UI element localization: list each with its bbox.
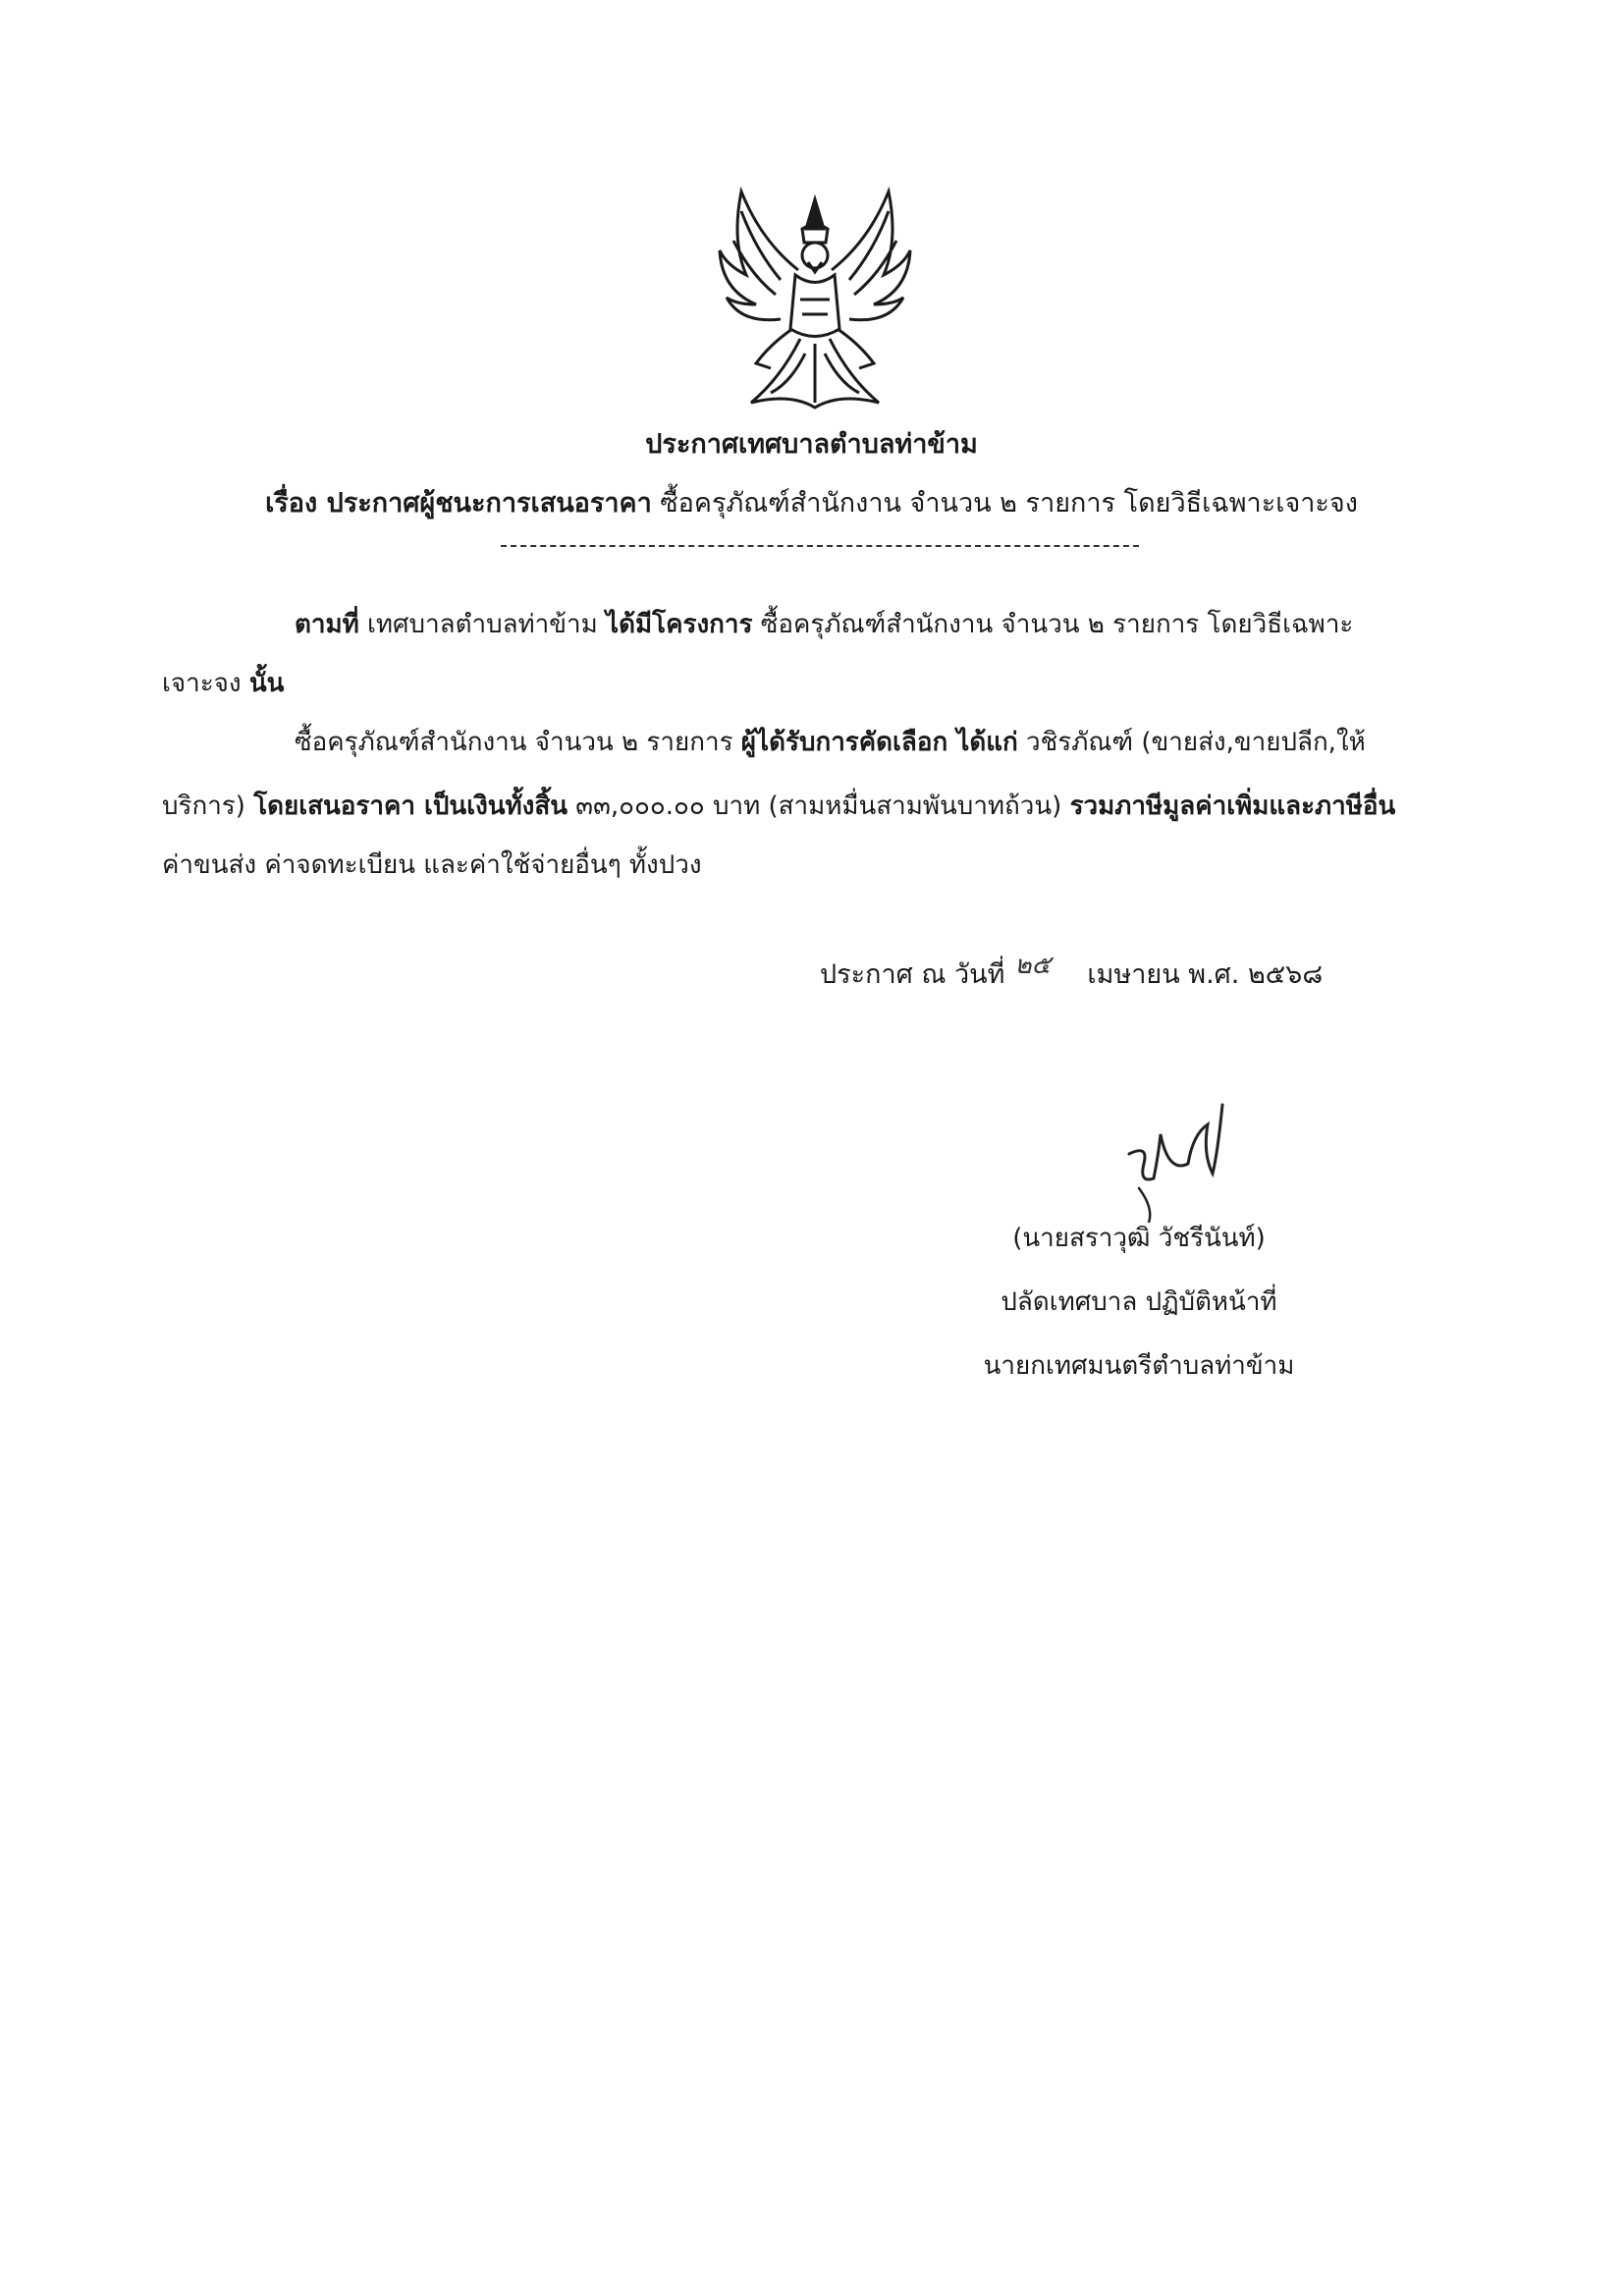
- garuda-emblem-icon: [712, 182, 918, 417]
- paragraph-2-line-2: [162, 786, 1395, 826]
- p1-text-d: ซื้อครุภัณฑ์สำนักงาน จำนวน ๒ รายการ โดยวิธีเฉพาะ: [752, 610, 1354, 639]
- subject-bold: เรื่อง ประกาศผู้ชนะการเสนอราคา: [265, 488, 652, 519]
- signer-role: นายกเทศมนตรีตำบลท่าข้าม: [983, 1351, 1295, 1381]
- p2-text-c: วชิรภัณฑ์ (ขายส่ง,ขายปลีก,ให้: [1017, 728, 1366, 757]
- handwritten-signature: [1100, 1095, 1247, 1223]
- p1-bold-a: ตามที่: [295, 610, 359, 639]
- divider-line: [501, 545, 1139, 547]
- announcement-title: ประกาศเทศบาลตำบลท่าข้าม: [645, 429, 978, 460]
- p2-bold-b: ผู้ได้รับการคัดเลือก ได้แก่: [740, 728, 1018, 757]
- date-day-handwritten: ๒๕: [1014, 951, 1052, 980]
- date-prefix: ประกาศ ณ วันที่: [820, 959, 1005, 990]
- p2-bold-e: โดยเสนอราคา เป็นเงินทั้งสิ้น: [253, 792, 568, 821]
- signer-position: ปลัดเทศบาล ปฏิบัติหน้าที่: [1001, 1287, 1277, 1317]
- announcement-date: [820, 953, 1323, 995]
- p1-text-b: เทศบาลตำบลท่าข้าม: [358, 610, 607, 639]
- paragraph-1-line-2: [162, 663, 284, 703]
- p2-text-a: ซื้อครุภัณฑ์สำนักงาน จำนวน ๒ รายการ: [295, 728, 741, 757]
- p2-bold-g: รวมภาษีมูลค่าเพิ่มและภาษีอื่น: [1069, 792, 1396, 821]
- p1-text-e: เจาะจง: [162, 669, 249, 698]
- paragraph-1-line-1: [295, 604, 1353, 644]
- p2-text-d: บริการ): [162, 792, 254, 821]
- p1-bold-f: นั้น: [248, 669, 285, 698]
- p2-text-f: ๓๓,๐๐๐.๐๐ บาท (สามหมื่นสามพันบาทถ้วน): [568, 792, 1070, 821]
- paragraph-2-line-1: [295, 722, 1366, 762]
- p2-text-h: ค่าขนส่ง ค่าจดทะเบียน และค่าใช้จ่ายอื่นๆ ทั้งปวง: [162, 850, 702, 880]
- paragraph-2-line-3: [162, 845, 702, 885]
- signer-name: (นายสราวุฒิ วัชรีนันท์): [1012, 1224, 1266, 1253]
- announcement-subject: [0, 481, 1623, 523]
- p1-bold-c: ได้มีโครงการ: [606, 610, 753, 639]
- subject-rest: ซื้อครุภัณฑ์สำนักงาน จำนวน ๒ รายการ โดยวิธีเฉพาะเจาะจง: [651, 488, 1358, 519]
- date-suffix: เมษายน พ.ศ. ๒๕๖๘: [1087, 959, 1324, 990]
